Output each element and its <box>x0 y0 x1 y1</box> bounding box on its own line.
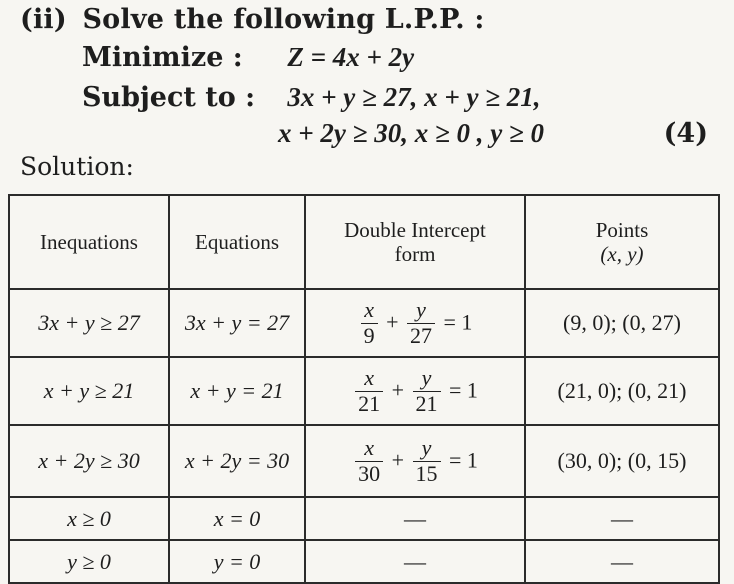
y-numerator: y <box>407 298 435 323</box>
x-fraction <box>355 366 383 415</box>
equals-one: = 1 <box>449 448 478 473</box>
table-header-row <box>9 195 719 289</box>
constraints-line-2 <box>278 118 544 149</box>
intercept-form-cell: — <box>305 540 525 583</box>
equals-one: = 1 <box>449 378 478 403</box>
table-row <box>9 357 719 425</box>
x-denominator: 21 <box>358 390 381 416</box>
header-inequations: Inequations <box>9 195 169 289</box>
y-numerator: y <box>413 436 441 461</box>
question-title: Solve the following L.P.P. : <box>82 4 485 35</box>
plus-sign: + <box>391 378 404 403</box>
x-fraction <box>355 436 383 485</box>
table-row <box>9 289 719 357</box>
equals-one: = 1 <box>443 310 473 335</box>
x-numerator: x <box>361 298 378 323</box>
y-fraction <box>413 366 441 415</box>
equation-cell: 3x + y = 27 <box>169 289 305 357</box>
constraints-first: 3x + y ≥ 27, x + y ≥ 21, <box>287 82 541 112</box>
header-points-line2: (x, y) <box>600 242 644 266</box>
header-double-intercept-line1: Double Intercept <box>344 217 486 242</box>
points-cell: — <box>525 497 719 540</box>
equation-cell: x + y = 21 <box>169 357 305 425</box>
solution-table <box>8 194 720 584</box>
plus-sign: + <box>391 448 404 473</box>
inequation-cell: y ≥ 0 <box>9 540 169 583</box>
inequation-cell: 3x + y ≥ 27 <box>9 289 169 357</box>
table-row <box>9 497 719 540</box>
x-denominator: 9 <box>363 322 375 348</box>
equation-cell: x = 0 <box>169 497 305 540</box>
points-cell: (21, 0); (0, 21) <box>525 357 719 425</box>
plus-sign: + <box>386 310 399 335</box>
question-number: (ii) <box>20 4 67 35</box>
equation-cell: x + 2y = 30 <box>169 425 305 497</box>
y-denominator: 21 <box>415 390 438 416</box>
objective-function: Z = 4x + 2y <box>287 42 415 72</box>
y-numerator: y <box>413 366 441 391</box>
x-numerator: x <box>355 366 383 391</box>
y-fraction <box>407 298 435 347</box>
header-double-intercept-line2: form <box>394 242 436 266</box>
table-row <box>9 425 719 497</box>
x-denominator: 30 <box>358 460 381 486</box>
y-denominator: 15 <box>415 460 438 486</box>
objective-label: Minimize : <box>82 42 243 73</box>
solution-label: Solution: <box>20 152 134 181</box>
question-heading <box>20 4 485 35</box>
constraints-second: x + 2y ≥ 30, x ≥ 0 , y ≥ 0 <box>278 118 545 148</box>
header-equations: Equations <box>169 195 305 289</box>
header-double-intercept <box>305 195 525 289</box>
intercept-form-cell <box>305 357 525 425</box>
x-numerator: x <box>355 436 383 461</box>
y-denominator: 27 <box>410 322 432 348</box>
intercept-form-cell: — <box>305 497 525 540</box>
inequation-cell: x + 2y ≥ 30 <box>9 425 169 497</box>
marks: (4) <box>663 118 708 149</box>
points-cell: — <box>525 540 719 583</box>
intercept-form-cell <box>305 289 525 357</box>
inequation-cell: x ≥ 0 <box>9 497 169 540</box>
table-row <box>9 540 719 583</box>
equation-cell: y = 0 <box>169 540 305 583</box>
header-points <box>525 195 719 289</box>
header-points-line1: Points <box>595 217 649 242</box>
constraints-label: Subject to : <box>82 82 256 113</box>
constraints-line-1 <box>82 82 541 113</box>
points-cell: (30, 0); (0, 15) <box>525 425 719 497</box>
inequation-cell: x + y ≥ 21 <box>9 357 169 425</box>
y-fraction <box>413 436 441 485</box>
intercept-form-cell <box>305 425 525 497</box>
objective-line <box>82 42 414 73</box>
points-cell: (9, 0); (0, 27) <box>525 289 719 357</box>
x-fraction <box>361 298 378 347</box>
